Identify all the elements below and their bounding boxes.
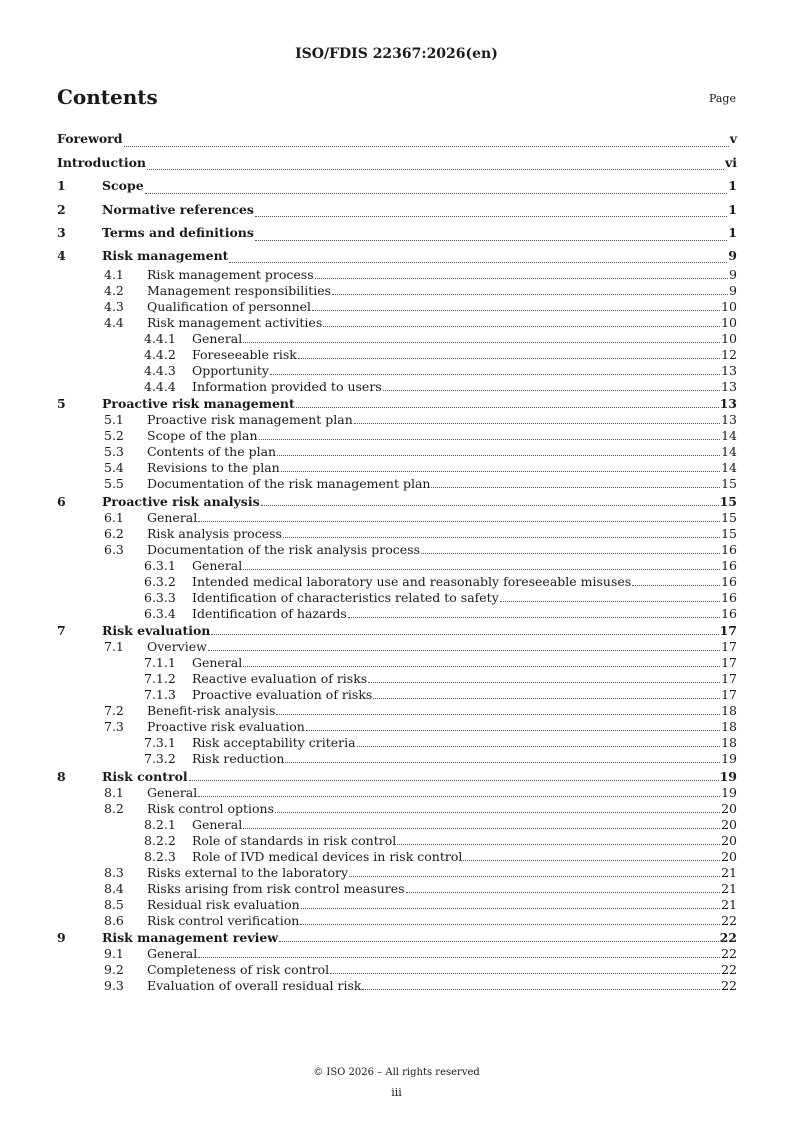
toc-entry-page: 21 [721, 864, 737, 880]
dot-leader [349, 876, 720, 877]
toc-entry-number: 6.3.2 [144, 573, 176, 589]
toc-entry[interactable] [57, 849, 737, 865]
toc-entry-page: v [729, 131, 737, 146]
toc-entry[interactable] [57, 331, 737, 347]
toc-entry-number: 9.1 [104, 946, 124, 961]
dot-leader [145, 193, 728, 194]
toc-entry-number: 4.4.3 [144, 362, 176, 378]
toc-entry[interactable] [57, 639, 737, 655]
dot-leader [198, 796, 720, 797]
toc-entry[interactable] [57, 283, 737, 299]
toc-entry-number: 1 [57, 178, 66, 193]
dot-leader [255, 240, 727, 241]
toc-entry-title: Risk management process [147, 266, 314, 282]
toc-entry-number: 8.4 [104, 880, 124, 896]
toc-entry-number: 7.1.2 [144, 671, 176, 686]
toc-entry-title: General [147, 784, 198, 800]
toc-entry[interactable] [57, 428, 737, 444]
toc-entry-number: 6.3 [104, 541, 124, 557]
toc-entry-page: 16 [721, 557, 737, 573]
toc-entry[interactable] [57, 460, 737, 476]
dot-leader [332, 294, 728, 295]
toc-entry-title: Revisions to the plan [147, 460, 280, 475]
toc-entry-page: 14 [721, 444, 737, 459]
toc-entry-number: 9 [57, 930, 66, 945]
dot-leader [362, 989, 720, 990]
toc-entry[interactable] [57, 801, 737, 817]
toc-entry-page: 1 [728, 225, 737, 240]
toc-entry-page: 14 [721, 428, 737, 443]
toc-entry-title: Introduction [57, 154, 147, 170]
toc-entry[interactable] [57, 865, 737, 881]
toc-entry[interactable] [57, 558, 737, 574]
toc-entry-title: Risk control verification [147, 912, 300, 928]
dot-leader [243, 569, 720, 570]
toc-entry-title: Documentation of the risk management plan [147, 476, 431, 491]
toc-entry-title: Overview [147, 639, 207, 654]
toc-entry-page: 18 [721, 735, 737, 750]
toc-entry-number: 4.2 [104, 282, 124, 298]
toc-entry[interactable] [57, 476, 737, 492]
toc-entry-title: General [192, 655, 243, 670]
toc-entry-page: 9 [729, 282, 737, 298]
toc-entry-page: 12 [721, 346, 737, 362]
toc-entry-number: 6.3.4 [144, 605, 176, 621]
toc-entry[interactable] [57, 267, 737, 283]
toc-entry-number: 7 [57, 623, 66, 638]
dot-leader [275, 812, 720, 813]
toc-entry-page: 16 [721, 573, 737, 589]
toc-entry-title: General [147, 946, 198, 961]
toc-entry-page: 1 [728, 178, 737, 193]
dot-leader [301, 908, 720, 909]
toc-entry[interactable] [57, 510, 737, 526]
dot-leader [463, 860, 720, 861]
toc-entry-title: Intended medical laboratory use and reasonably foreseeable misuses [192, 573, 632, 589]
toc-entry-number: 8.2.2 [144, 832, 176, 848]
toc-entry-number: 5.3 [104, 444, 124, 459]
dot-leader [229, 262, 727, 263]
toc-entry[interactable] [57, 655, 737, 671]
toc-entry-title: Terms and definitions [102, 225, 254, 240]
toc-entry-title: Foreword [57, 131, 123, 146]
dot-leader [124, 146, 729, 147]
toc-entry-number: 6.3.1 [144, 557, 176, 573]
toc-entry-title: Risks arising from risk control measures [147, 880, 405, 896]
dot-leader [500, 601, 720, 602]
toc-entry-number: 5.1 [104, 412, 124, 427]
toc-entry-title: Proactive evaluation of risks [192, 687, 373, 702]
toc-entry-title: Risk control options [147, 800, 274, 816]
toc-entry-number: 4.4 [104, 314, 124, 330]
toc-entry-page: 16 [721, 605, 737, 621]
toc-entry[interactable] [57, 526, 737, 542]
toc-entry-number: 8.5 [104, 896, 124, 912]
toc-entry-number: 2 [57, 201, 66, 217]
toc-entry-page: 18 [721, 719, 737, 734]
toc-entry[interactable] [57, 703, 737, 719]
toc-entry-title: Proactive risk management [102, 396, 295, 411]
toc-entry-number: 5.4 [104, 460, 124, 475]
toc-entry-number: 6.1 [104, 509, 124, 525]
dot-leader [330, 973, 720, 974]
toc-entry-page: 15 [721, 476, 737, 491]
toc-entry[interactable] [57, 198, 737, 222]
toc-entry-page: 17 [721, 655, 737, 670]
dot-leader [276, 714, 720, 715]
toc-entry[interactable] [57, 574, 737, 590]
toc-entry[interactable] [57, 897, 737, 913]
dot-leader [283, 537, 720, 538]
toc-entry-page: 22 [721, 912, 737, 928]
toc-entry[interactable] [57, 687, 737, 703]
dot-leader [243, 666, 720, 667]
toc-entry[interactable] [57, 379, 737, 395]
dot-leader [323, 326, 720, 327]
dot-leader [632, 585, 720, 586]
dot-leader [296, 407, 719, 408]
toc-entry-number: 8.1 [104, 784, 124, 800]
toc-entry-title: Normative references [102, 201, 254, 217]
toc-entry-number: 3 [57, 225, 66, 240]
toc-entry[interactable] [57, 785, 737, 801]
toc-entry-title: Risk control [102, 768, 188, 784]
dot-leader [298, 358, 720, 359]
dot-leader [211, 634, 718, 635]
toc-entry-number: 8.3 [104, 864, 124, 880]
toc-entry-number: 9.3 [104, 978, 124, 993]
dot-leader [198, 957, 720, 958]
toc-entry[interactable] [57, 751, 737, 767]
dot-leader [270, 374, 720, 375]
toc-entry-title: Completeness of risk control [147, 962, 330, 977]
toc-entry-page: 20 [721, 832, 737, 848]
page-column-label: Page [708, 92, 736, 105]
toc-entry-title: Risk management review [102, 930, 279, 945]
toc-entry-page: 19 [721, 784, 737, 800]
toc-entry-title: Role of standards in risk control [192, 832, 397, 848]
toc-entry-title: General [147, 509, 198, 525]
toc-entry-number: 7.1 [104, 639, 124, 654]
dot-leader [315, 278, 728, 279]
dot-leader [255, 216, 727, 217]
dot-leader [189, 780, 719, 781]
toc-entry-title: Benefit-risk analysis [147, 703, 276, 718]
dot-leader [354, 423, 720, 424]
toc-entry-page: 14 [721, 460, 737, 475]
toc-entry-page: 10 [721, 314, 737, 330]
toc-entry-title: General [192, 816, 243, 832]
dot-leader [261, 505, 719, 506]
toc-entry-page: 20 [721, 800, 737, 816]
document-header: ISO/FDIS 22367:2026(en) [295, 46, 498, 62]
toc-entry-title: Contents of the plan [147, 444, 277, 459]
toc-entry[interactable] [57, 347, 737, 363]
toc-entry-number: 5 [57, 396, 66, 411]
dot-leader [243, 828, 720, 829]
toc-entry-title: Risk evaluation [102, 623, 211, 638]
toc-entry-title: Reactive evaluation of risks [192, 671, 368, 686]
toc-entry-title: Residual risk evaluation [147, 896, 300, 912]
toc-entry-title: Risk reduction [192, 751, 285, 766]
toc-entry-page: 21 [721, 896, 737, 912]
dot-leader [368, 682, 720, 683]
toc-entry-title: Role of IVD medical devices in risk control [192, 848, 463, 864]
toc-entry-title: Risks external to the laboratory [147, 864, 349, 880]
toc-entry[interactable] [57, 221, 737, 245]
footer-page-number: iii [391, 1086, 402, 1099]
toc-entry[interactable] [57, 299, 737, 315]
toc-entry-number: 4.4.4 [144, 378, 176, 394]
toc-entry-number: 4.1 [104, 266, 124, 282]
toc-entry[interactable] [57, 396, 737, 412]
toc-entry-page: 22 [721, 962, 737, 977]
toc-entry[interactable] [57, 946, 737, 962]
toc-entry-number: 8.2.3 [144, 848, 176, 864]
toc-entry-page: 13 [721, 412, 737, 427]
toc-entry-number: 4 [57, 247, 66, 263]
toc-entry-number: 7.3.1 [144, 735, 176, 750]
dot-leader [147, 169, 724, 170]
toc-entry[interactable] [57, 930, 737, 946]
toc-entry-number: 4.4.2 [144, 346, 176, 362]
toc-entry[interactable] [57, 412, 737, 428]
toc-entry-title: Risk management activities [147, 314, 323, 330]
toc-entry[interactable] [57, 913, 737, 929]
toc-entry-page: 15 [719, 493, 737, 509]
toc-entry-number: 8.2 [104, 800, 124, 816]
toc-entry-number: 5.5 [104, 476, 124, 491]
toc-entry-page: 22 [719, 930, 737, 945]
toc-entry-number: 4.4.1 [144, 330, 176, 346]
toc-entry-title: General [192, 557, 243, 573]
toc-entry-title: Risk acceptability criteria [192, 735, 356, 750]
toc-entry[interactable] [57, 127, 737, 151]
dot-leader [208, 650, 720, 651]
toc-entry[interactable] [57, 817, 737, 833]
toc-entry-number: 7.3.2 [144, 751, 176, 766]
toc-entry[interactable] [57, 719, 737, 735]
toc-entry-page: 10 [721, 298, 737, 314]
toc-entry-page: 10 [721, 330, 737, 346]
toc-entry-page: 9 [729, 266, 737, 282]
toc-entry-number: 8.6 [104, 912, 124, 928]
toc-entry-page: 15 [721, 509, 737, 525]
toc-entry-number: 6.2 [104, 525, 124, 541]
dot-leader [406, 892, 721, 893]
toc-entry-page: 17 [721, 639, 737, 654]
toc-entry-title: Proactive risk analysis [102, 493, 260, 509]
toc-entry-title: Opportunity [192, 362, 269, 378]
toc-entry[interactable] [57, 606, 737, 622]
toc-entry-page: 21 [721, 880, 737, 896]
toc-entry-title: Identification of characteristics related to safety [192, 589, 499, 605]
toc-entry-title: Foreseeable risk [192, 346, 297, 362]
toc-entry[interactable] [57, 769, 737, 785]
dot-leader [312, 310, 720, 311]
toc-entry[interactable] [57, 245, 737, 267]
toc-entry-number: 7.3 [104, 719, 124, 734]
dot-leader [277, 455, 720, 456]
toc-entry[interactable] [57, 833, 737, 849]
copyright-footer: © ISO 2026 – All rights reserved [313, 1067, 480, 1078]
dot-leader [279, 941, 719, 942]
toc-entry-page: 19 [721, 751, 737, 766]
toc-entry-page: 22 [721, 978, 737, 993]
toc-entry-title: General [192, 330, 243, 346]
toc-entry-number: 6.3.3 [144, 589, 176, 605]
dot-leader [281, 471, 720, 472]
toc-entry[interactable] [57, 542, 737, 558]
toc-entry[interactable] [57, 671, 737, 687]
toc-entry[interactable] [57, 881, 737, 897]
toc-entry-title: Evaluation of overall residual risk [147, 978, 362, 993]
toc-entry-page: 13 [721, 378, 737, 394]
dot-leader [373, 698, 720, 699]
toc-entry[interactable] [57, 978, 737, 994]
toc-entry-page: 16 [721, 589, 737, 605]
dot-leader [397, 844, 720, 845]
toc-entry-number: 7.1.3 [144, 687, 176, 702]
toc-entry[interactable] [57, 623, 737, 639]
toc-entry-page: 9 [728, 247, 737, 263]
toc-entry[interactable] [57, 494, 737, 510]
toc-entry-page: 17 [721, 687, 737, 702]
toc-entry-title: Scope [102, 178, 144, 193]
toc-entry-number: 7.2 [104, 703, 124, 718]
dot-leader [306, 730, 720, 731]
toc-entry[interactable] [57, 962, 737, 978]
toc-entry[interactable] [57, 174, 737, 198]
toc-entry-title: Identification of hazards [192, 605, 347, 621]
toc-entry-page: 13 [719, 396, 737, 411]
dot-leader [431, 487, 720, 488]
dot-leader [300, 924, 720, 925]
toc-entry-page: 17 [721, 671, 737, 686]
toc-entry-number: 5.2 [104, 428, 124, 443]
toc-entry-page: 16 [721, 541, 737, 557]
dot-leader [421, 553, 720, 554]
dot-leader [243, 342, 720, 343]
toc-entry-title: Risk analysis process [147, 525, 282, 541]
dot-leader [383, 390, 720, 391]
toc-entry-page: vi [724, 154, 737, 170]
toc-entry[interactable] [57, 735, 737, 751]
toc-entry[interactable] [57, 363, 737, 379]
table-of-contents [57, 127, 737, 994]
dot-leader [285, 762, 720, 763]
toc-entry-page: 18 [721, 703, 737, 718]
toc-entry-page: 19 [719, 768, 737, 784]
toc-entry-number: 8.2.1 [144, 816, 176, 832]
dot-leader [348, 617, 720, 618]
toc-entry-number: 4.3 [104, 298, 124, 314]
toc-entry-number: 9.2 [104, 962, 124, 977]
toc-entry-page: 20 [721, 816, 737, 832]
dot-leader [259, 439, 721, 440]
toc-entry-title: Scope of the plan [147, 428, 258, 443]
toc-entry[interactable] [57, 315, 737, 331]
toc-entry-title: Risk management [102, 247, 229, 263]
toc-entry-page: 17 [719, 623, 737, 638]
toc-entry-page: 20 [721, 848, 737, 864]
toc-entry[interactable] [57, 151, 737, 175]
toc-entry-page: 13 [721, 362, 737, 378]
dot-leader [357, 746, 721, 747]
toc-entry-title: Proactive risk management plan [147, 412, 353, 427]
toc-entry-page: 22 [721, 946, 737, 961]
toc-entry-title: Proactive risk evaluation [147, 719, 305, 734]
toc-entry-title: Qualification of personnel [147, 298, 312, 314]
toc-entry[interactable] [57, 444, 737, 460]
dot-leader [198, 521, 720, 522]
toc-entry-number: 6 [57, 493, 66, 509]
contents-title: Contents [57, 85, 158, 109]
toc-entry[interactable] [57, 590, 737, 606]
toc-entry-number: 8 [57, 768, 66, 784]
toc-entry-title: Information provided to users [192, 378, 382, 394]
toc-entry-number: 7.1.1 [144, 655, 176, 670]
toc-entry-title: Management responsibilities [147, 282, 332, 298]
toc-entry-page: 1 [728, 201, 737, 217]
toc-entry-title: Documentation of the risk analysis process [147, 541, 420, 557]
toc-entry-page: 15 [721, 525, 737, 541]
